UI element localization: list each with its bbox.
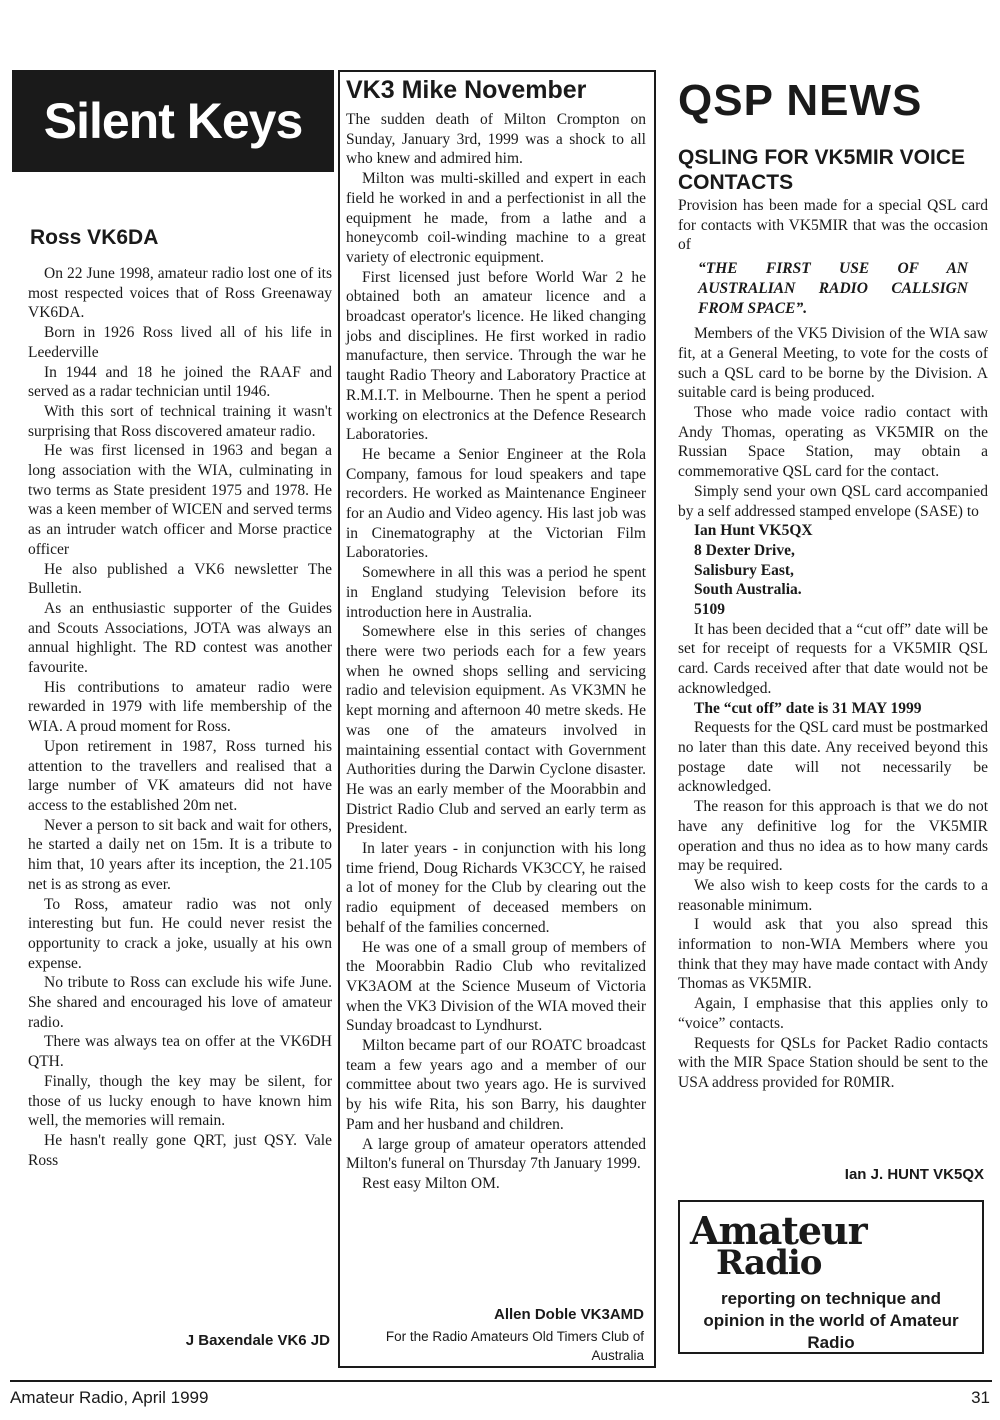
- qsp-signature: Ian J. HUNT VK5QX: [844, 1166, 984, 1183]
- paragraph: We also wish to keep costs for the cards to a reasonable minimum.: [678, 876, 988, 914]
- qsp-news-title: QSP NEWS: [678, 76, 923, 125]
- paragraph: He also published a VK6 newsletter The Bulletin.: [28, 560, 332, 598]
- paragraph: He became a Senior Engineer at the Rola Company, famous for loud speakers and tape recorders. He worked as Maintenance Engineer for an Audio and Video agency. His last job was in Cinematography at the Victorian Film Laboratories.: [346, 445, 646, 562]
- silent-keys-column: [12, 70, 334, 1380]
- ross-heading: Ross VK6DA: [30, 226, 159, 249]
- milton-article-body: [346, 110, 646, 1194]
- qsl-article-body: [678, 196, 988, 1093]
- paragraph: With this sort of technical training it wasn't surprising that Ross discovered amateur radio.: [28, 402, 332, 440]
- paragraph: Rest easy Milton OM.: [362, 1174, 500, 1192]
- paragraph: Somewhere else in this series of changes there were two periods each for a few years when he owned shops selling and servicing radio and television equipment. As VK3MN he kept morning and afternoon 40 metre skeds. He was one of the amateurs involved in maintaining essential contact with Government Authorities during the Darwin Cyclone disaster. He was an early member of the Moorabbin and District Radio Club and served an early term as President.: [346, 623, 646, 838]
- paragraph: A large group of amateur operators attended Milton's funeral on Thursday 7th January 1999.: [346, 1135, 646, 1173]
- paragraph: Somewhere in all this was a period he spent in England studying Television before its introduction here in Australia.: [346, 564, 646, 621]
- paragraph: The reason for this approach is that we do not have any definitive log for the VK5MIR operation and thus no idea as to how many cards may be required.: [678, 798, 988, 875]
- paragraph: Born in 1926 Ross lived all of his life in Leederville: [28, 324, 332, 361]
- paragraph: Upon retirement in 1987, Ross turned his attention to the travellers and realised that a large number of VK amateurs did not have access to the established 20m net.: [28, 737, 332, 814]
- paragraph: His contributions to amateur radio were rewarded in 1979 with life membership of the WIA. A proud moment for Ross.: [28, 678, 332, 736]
- paragraph: Members of the VK5 Division of the WIA saw fit, at a General Meeting, to vote for the costs of such a QSL card to be borne by the Division. A suitable card is being produced.: [678, 325, 988, 402]
- paragraph: First licensed just before World War 2 he obtained both an amateur licence and a broadcast operator's licence. He liked changing jobs and disciplines. He first worked in radio manufacture, then service. Through the war he taught Radio Theory and Laboratory Practice at R.M.I.T. in Melbourne. Then he spent a period working on electronics at the Defence Research Laboratories.: [346, 268, 646, 444]
- paragraph: Requests for QSLs for Packet Radio contacts with the MIR Space Station should be sent to the USA address provided for R0MIR.: [678, 1034, 988, 1091]
- paragraph: He hasn't really gone QRT, just QSY. Vale Ross: [28, 1131, 332, 1169]
- paragraph: In later years - in conjunction with his long time friend, Doug Richards VK3CCY, he raised a lot of money for the Club by clearing out the radio equipment of deceased members on behalf of the families concerned.: [346, 840, 646, 936]
- paragraph: It has been decided that a “cut off” date will be set for receipt of requests for a VK5MIR QSL card. Cards received after that date would not be acknowledged.: [678, 620, 988, 697]
- ross-signature: J Baxendale VK6 JD: [185, 1332, 330, 1349]
- mike-november-heading: VK3 Mike November: [346, 76, 587, 104]
- ross-article-body: [28, 264, 332, 1170]
- paragraph: Requests for the QSL card must be postmarked no later than this date. Any received beyond this postage date will not necessarily be acknowledged.: [678, 719, 988, 796]
- silent-keys-banner: Silent Keys: [12, 70, 334, 172]
- paragraph: Finally, though the key may be silent, for those of us lucky enough to have known him well, the memories will remain.: [28, 1072, 332, 1130]
- paragraph: In 1944 and 18 he joined the RAAF and served as a radar technician until 1946.: [28, 363, 332, 401]
- paragraph: He was one of a small group of members of the Moorabbin Radio Club who revitalized VK3AOM at the Science Museum of Victoria when the VK3 Division of the WIA moved their Sunday broadcast to Lyndhurst.: [346, 938, 646, 1035]
- footer-publication: Amateur Radio, April 1999: [10, 1388, 209, 1407]
- advert-logo-line1: Amateur: [690, 1208, 867, 1253]
- paragraph: Those who made voice radio contact with Andy Thomas, operating as VK5MIR on the Russian Space Station, may obtain a commemorative QSL card for the contact.: [678, 404, 988, 481]
- paragraph: Never a person to sit back and wait for others, he started a daily net on 15m. It is a tribute to him that, 10 years after its inception, the 21.105 net is as strong as ever.: [28, 816, 332, 893]
- paragraph: I would ask that you also spread this information to non-WIA Members where you think that they may have made contact with Andy Thomas as VK5MIR.: [678, 916, 988, 993]
- address-line: 8 Dexter Drive,: [694, 541, 795, 559]
- paragraph: Provision has been made for a special QSL card for contacts with VK5MIR that was the occasion of: [678, 197, 988, 254]
- address-line: Salisbury East,: [694, 561, 794, 579]
- footer-page-number: 31: [971, 1388, 990, 1407]
- paragraph: Milton was multi-skilled and expert in each field he worked in and a perfectionist in all the equipment he made, from a lathe and a honeycomb coil-winding machine to a great variety of electronic equipment.: [346, 170, 646, 266]
- address-line: Ian Hunt VK5QX: [694, 522, 813, 540]
- paragraph: No tribute to Ross can exclude his wife June. She shared and encouraged his love of amateur radio.: [28, 974, 332, 1031]
- paragraph: Again, I emphasise that this applies only to “voice” contacts.: [678, 995, 988, 1032]
- address-line: 5109: [694, 601, 725, 619]
- paragraph: He was first licensed in 1963 and began a long association with the WIA, culminating in two terms as State president 1975 and 1978. He was a keen member of WICEN and served terms as an intruder watch officer and Morse practice officer: [28, 442, 332, 558]
- qsl-heading: QSLING FOR VK5MIR VOICE CONTACTS: [678, 146, 966, 194]
- pull-quote: “THE FIRST USE OF AN AUSTRALIAN RADIO CALLSIGN FROM SPACE”.: [698, 260, 968, 317]
- paragraph: Simply send your own QSL card accompanied by a self addressed stamped envelope (SASE) to: [678, 482, 988, 520]
- paragraph: On 22 June 1998, amateur radio lost one of its most respected voices that of Ross Greenaway VK6DA.: [28, 265, 332, 322]
- cutoff-date: The “cut off” date is 31 MAY 1999: [694, 699, 922, 717]
- paragraph: To Ross, amateur radio was not only interesting but fun. He could never resist the opportunity to crack a joke, usually at his own expense.: [28, 895, 332, 972]
- paragraph: There was always tea on offer at the VK6DH QTH.: [28, 1033, 332, 1071]
- amateur-radio-advert: [678, 1200, 984, 1354]
- advert-tagline: reporting on technique and opinion in the world of Amateur Radio: [703, 1289, 959, 1352]
- address-line: South Australia.: [694, 581, 802, 599]
- paragraph: As an enthusiastic supporter of the Guides and Scouts Associations, JOTA was always an annual highlight. The RD contest was another favourite.: [28, 599, 332, 677]
- milton-signature: Allen Doble VK3AMD: [493, 1306, 644, 1323]
- footer-divider: [10, 1380, 992, 1382]
- mike-november-column: [338, 70, 656, 1368]
- advert-logo-line2: Radio: [716, 1243, 822, 1283]
- signature-organisation: For the Radio Amateurs Old Timers Club of Australia: [385, 1329, 644, 1363]
- paragraph: The sudden death of Milton Crompton on Sunday, January 3rd, 1999 was a shock to all who knew and admired him.: [346, 111, 646, 168]
- qsp-news-column: [670, 70, 992, 1380]
- paragraph: Milton became part of our ROATC broadcast team a few years ago and a member of our committee about two years ago. He is survived by his wife Rita, his son Barry, his daughter Pam and her husband and children.: [346, 1037, 646, 1133]
